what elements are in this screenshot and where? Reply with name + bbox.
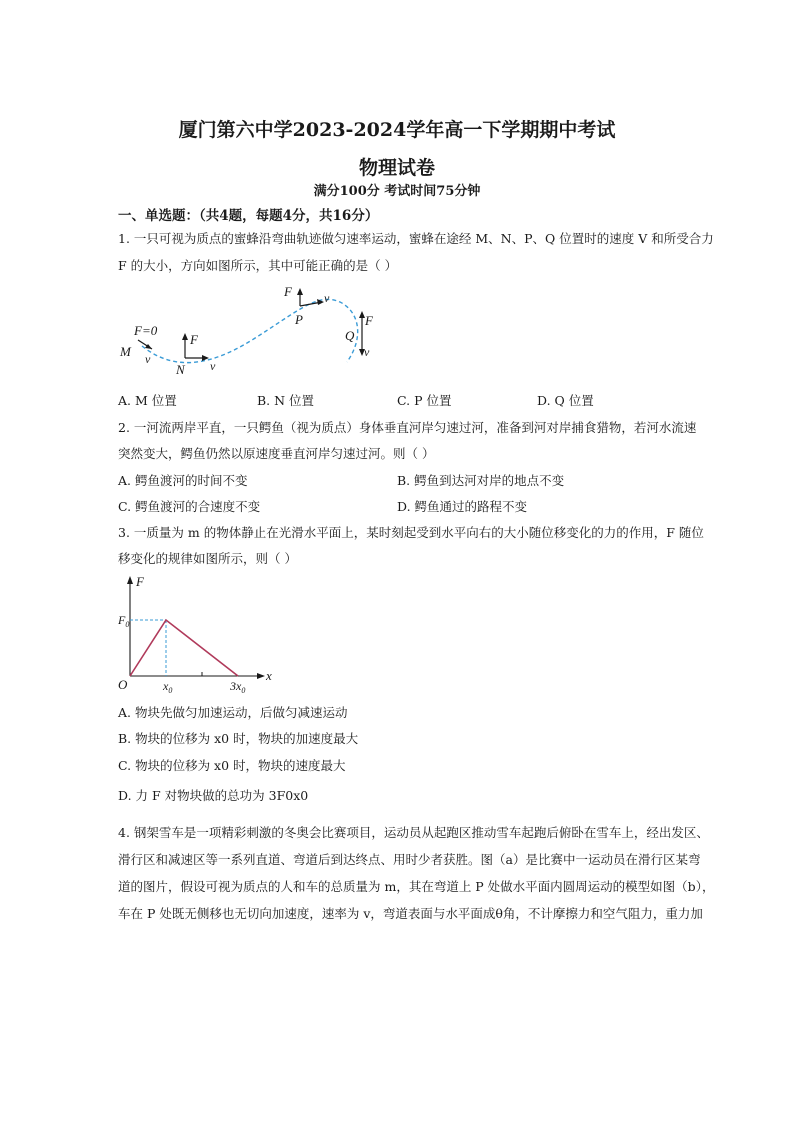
exam-subject: 物理试卷 xyxy=(358,157,435,179)
fig1-label-M: M xyxy=(120,344,131,359)
force-curve xyxy=(130,620,238,676)
q4-stem-line1: 4. 钢架雪车是一项精彩刺激的冬奥会比赛项目，运动员从起跑区推动雪车起跑后俯卧在雪车上，经出发区、 xyxy=(118,825,709,840)
q1-stem-line1: 1. 一只可视为质点的蜜蜂沿弯曲轨迹做匀速率运动，蜜蜂在途经 M、N、P、Q 位置时的速度 V 和所受合力 xyxy=(118,231,714,246)
q3-option-d: D. 力 F 对物块做的总功为 3F0x0 xyxy=(118,788,309,803)
q1-option-a: A. M 位置 xyxy=(118,393,177,408)
q4-stem-line4: 车在 P 处既无侧移也无切向加速度，速率为 v，弯道表面与水平面成θ角，不计摩擦力和空气阻力，重力加 xyxy=(118,906,703,921)
q1-option-c: C. P 位置 xyxy=(397,393,452,408)
exam-title: 厦门第六中学2023-2024学年高一下学期期中考试 xyxy=(178,119,616,141)
q3-stem-line2: 移变化的规律如图所示，则（ ） xyxy=(118,551,297,566)
q4-stem-line2: 滑行区和减速区等一系列直道、弯道后到达终点、用时少者获胜。图（a）是比赛中一运动员在滑行区某弯 xyxy=(118,852,701,867)
fig1-label-F-Q: F xyxy=(365,313,373,328)
q2-option-b: B. 鳄鱼到达河对岸的地点不变 xyxy=(397,473,565,488)
q2-option-c: C. 鳄鱼渡河的合速度不变 xyxy=(118,499,261,514)
xtick-label-3x0: $3x_0$ xyxy=(230,679,246,695)
exam-info: 满分100分 考试时间75分钟 xyxy=(313,184,481,199)
q1-option-b: B. N 位置 xyxy=(257,393,315,408)
section-heading: 一、单选题：（共4题，每题4分，共16分） xyxy=(118,208,379,224)
bee-trajectory xyxy=(142,299,358,362)
xtick-label-x0: $x_0$ xyxy=(163,679,173,695)
fig1-label-P: P xyxy=(295,312,303,327)
q3-option-c: C. 物块的位移为 x0 时，物块的速度最大 xyxy=(118,758,346,773)
q2-option-a: A. 鳄鱼渡河的时间不变 xyxy=(118,473,248,488)
q3-option-b: B. 物块的位移为 x0 时，物块的加速度最大 xyxy=(118,731,359,746)
fig1-label-F0: F=0 xyxy=(134,323,158,338)
fig1-label-v-N: v xyxy=(210,359,216,373)
axis-label-F: F xyxy=(136,574,144,589)
fig1-label-v-Q: v xyxy=(364,345,370,359)
q1-option-d: D. Q 位置 xyxy=(537,393,594,408)
fig1-label-v-P: v xyxy=(324,291,330,305)
fig1-label-F-P: F xyxy=(284,284,292,299)
ytick-label-F0: $F_0$ xyxy=(118,613,130,629)
fig1-label-N: N xyxy=(176,362,185,377)
axis-label-x: x xyxy=(266,668,272,683)
q4-stem-line3: 道的图片，假设可视为质点的人和车的总质量为 m，其在弯道上 P 处做水平面内圆周运动的模型如图（b）， xyxy=(118,879,715,894)
q3-option-a: A. 物块先做匀加速运动，后做匀减速运动 xyxy=(118,705,348,720)
origin-label: O xyxy=(118,677,128,692)
q1-figure xyxy=(112,280,392,380)
fig1-label-Q: Q xyxy=(345,328,355,343)
q3-stem-line1: 3. 一质量为 m 的物体静止在光滑水平面上，某时刻起受到水平向右的大小随位移变化的力的作用，F 随位 xyxy=(118,525,704,540)
q1-stem-line2: F 的大小，方向如图所示，其中可能正确的是（ ） xyxy=(118,258,398,273)
q2-option-d: D. 鳄鱼通过的路程不变 xyxy=(397,499,528,514)
fig1-label-F-N: F xyxy=(190,332,198,347)
q2-stem-line1: 2. 一河流两岸平直，一只鳄鱼（视为质点）身体垂直河岸匀速过河，准备到河对岸捕食猎物，若河水流速 xyxy=(118,420,697,435)
fig1-label-v-M: v xyxy=(145,352,151,366)
q2-stem-line2: 突然变大，鳄鱼仍然以原速度垂直河岸匀速过河。则（ ） xyxy=(118,446,435,461)
q3-force-displacement-graph xyxy=(110,570,280,695)
